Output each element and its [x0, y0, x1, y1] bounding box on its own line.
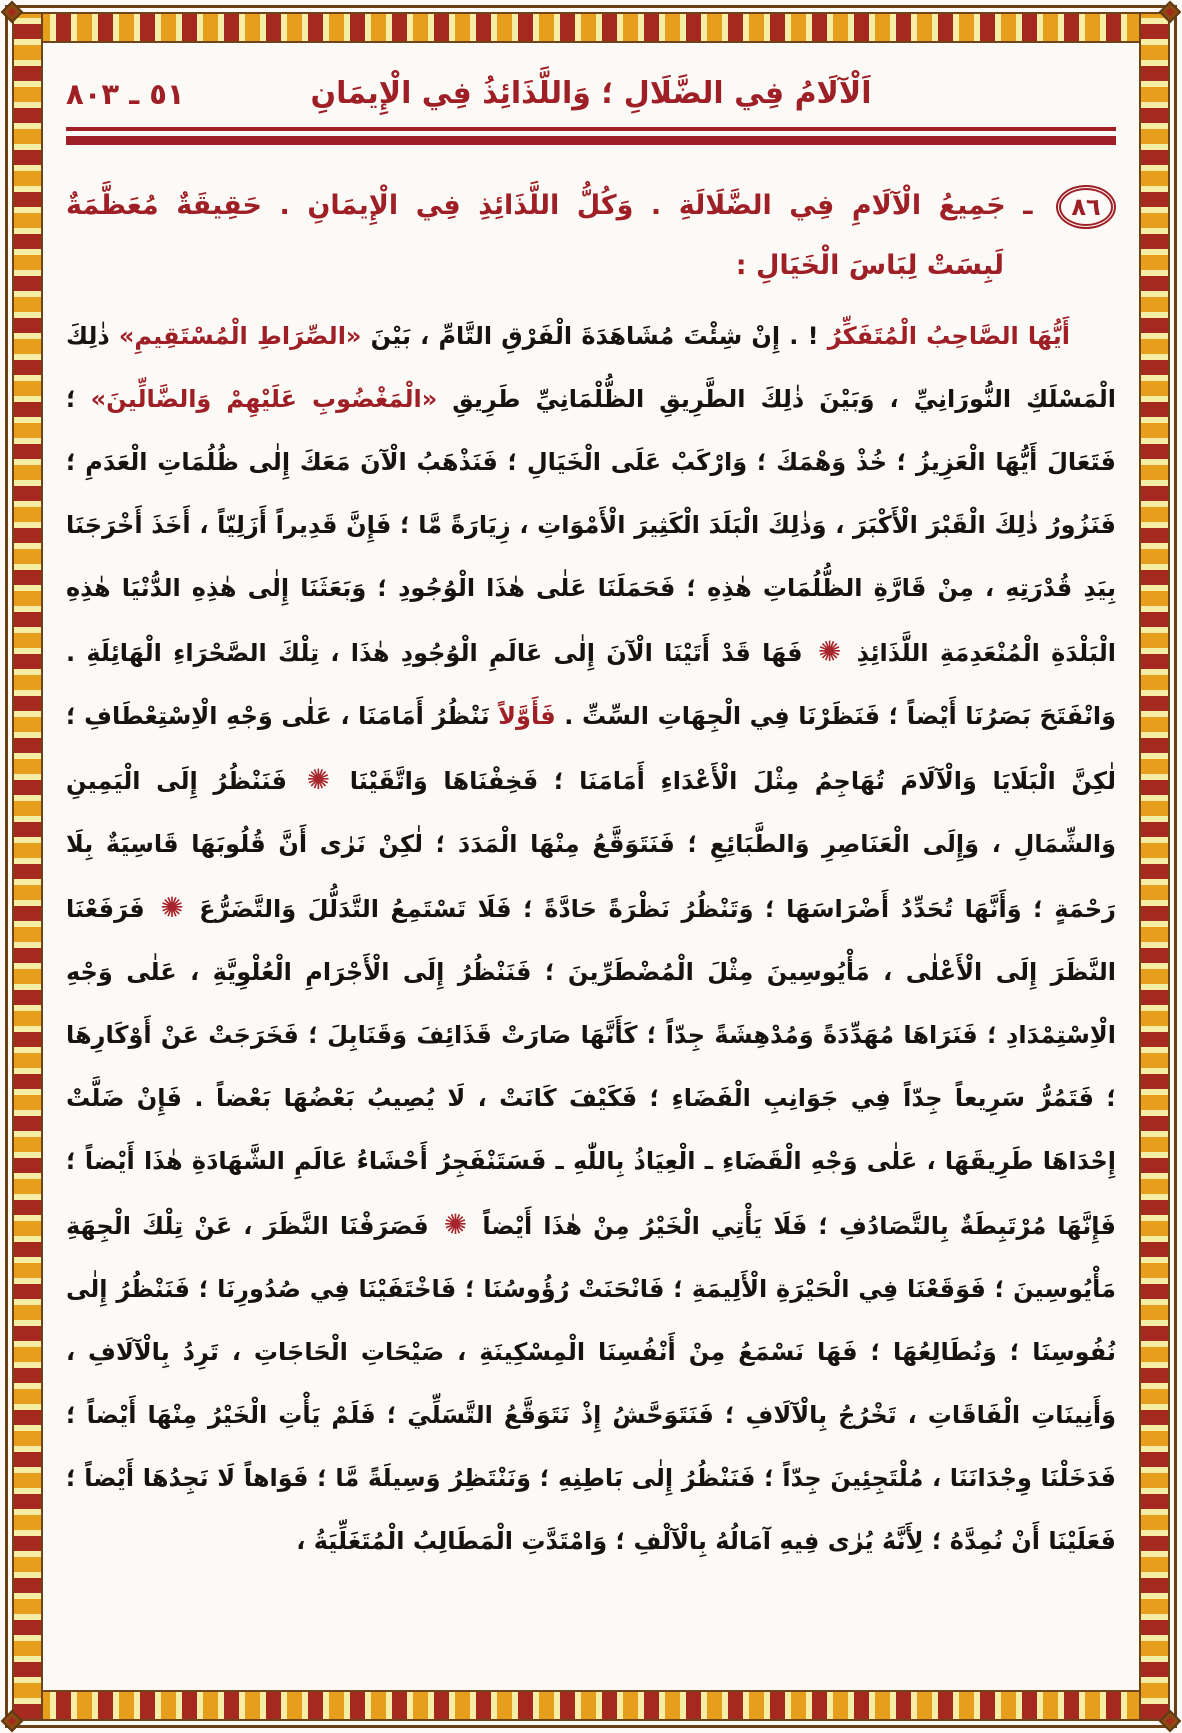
- text-segment: فَأَوَّلاً: [498, 702, 556, 730]
- text-segment: ؛ فَتَعَالَ أَيُّهَا الْعَزِيزُ ؛ خُذْ وَهْمَكَ ؛ وَارْكَبْ عَلَى الْخَيَالِ ؛ فَنَذْهَبُ الْآنَ مَعَكَ إِلٰى ظُلُمَاتِ الْعَدَمِ ؛ فَنَزُورُ ذٰلِكَ الْقَبْرَ الْأَكْبَرَ ، وَذٰلِكَ الْبَلَدَ الْكَثِيرَ الْأَمْوَاتِ ، زِيَارَةً مَّا ؛ فَإِنَّ قَدِيراً أَزَلِيّاً ، أَخَذَ أَخْرَجَنَا بِيَدِ قُدْرَتِهِ ، مِنْ قَارَّةِ الظُّلُمَاتِ هٰذِهِ ؛ فَحَمَلَنَا عَلٰى هٰذَا الْوُجُودِ ؛ وَبَعَثَنَا إِلٰى هٰذِهِ الدُّنْيَا هٰذِهِ الْبَلْدَةِ الْمُنْعَدِمَةِ اللَّذَائِذِ: [66, 385, 1116, 667]
- rosette-ornament-icon: ✺: [160, 891, 184, 924]
- page-content: [58, 50, 1124, 1681]
- text-segment: فَرَفَعْنَا النَّظَرَ إِلَى الْأَعْلٰى ، مَأْيُوسِينَ مِثْلَ الْمُضْطَرِّينَ ؛ فَنَنْظُرُ إِلَى الْأَجْرَامِ الْعُلْوِيَّةِ ، عَلٰى وَجْهِ الْاِسْتِمْدَادِ ؛ فَنَرَاهَا مُهَدِّدَةً وَمُدْهِشَةً جِدّاً ؛ كَأَنَّهَا صَارَتْ قَذَائِفَ وَقَنَابِلَ ؛ فَخَرَجَتْ عَنْ أَوْكَارِهَا ؛ فَتَمُرُّ سَرِيعاً جِدّاً فِي جَوَانِبِ الْفَضَاءِ ؛ فَكَيْفَ كَانَتْ ، لَا يُصِيبُ بَعْضُهَا بَعْضاً . فَإِنْ ضَلَّتْ إِحْدَاهَا طَرِيقَهَا ، عَلٰى وَجْهِ الْقَضَاءِ ـ الْعِيَاذُ بِاللّٰهِ ـ فَسَتَنْفَجِرُ أَحْشَاءُ عَالَمِ الشَّهَادَةِ هٰذَا أَيْضاً ؛ فَإِنَّهَا مُرْتَبِطَةٌ بِالتَّصَادُفِ ؛ فَلَا يَأْتِي الْخَيْرُ مِنْ هٰذَا أَيْضاً: [66, 895, 1116, 1240]
- text-segment: ذٰلِكَ الْمَسْلَكِ النُّورَانِيِّ ، وَبَيْنَ ذٰلِكَ الطَّرِيقِ الظُّلْمَانِيِّ طَرِيقِ: [66, 322, 1117, 413]
- section-heading-text: ـ جَمِيعُ الْآلَامِ فِي الضَّلَالَةِ . وَكُلُّ اللَّذَائِذِ فِي الْإِيمَانِ . حَقِيقَةٌ مُعَظَّمَةٌ: [66, 190, 1050, 221]
- section-heading-line-1: [66, 175, 1116, 237]
- body-paragraph: [66, 305, 1116, 1573]
- page-title: اَلْآلَامُ فِي الضَّلَالِ ؛ وَاللَّذَائِذُ فِي الْإِيمَانِ: [310, 76, 872, 111]
- text-segment: «الصِّرَاطِ الْمُسْتَقِيمِ»: [118, 322, 362, 350]
- text-segment: أَيُّهَا الصَّاحِبُ الْمُتَفَكِّرُ: [827, 322, 1070, 350]
- text-segment: ! . إِنْ شِئْتَ مُشَاهَدَةَ الْفَرْقِ التَّامِّ ، بَيْنَ: [361, 322, 828, 350]
- divider-thick-rule: [66, 136, 1116, 145]
- text-segment: «الْمَغْضُوبِ عَلَيْهِمْ وَالضَّالِّينَ»: [90, 385, 438, 413]
- page-header: [66, 76, 1116, 111]
- text-segment: نَنْظُرُ أَمَامَنَا ، عَلٰى وَجْهِ الْاِسْتِعْطَافِ ؛ لٰكِنَّ الْبَلَايَا وَالْآلَامَ تُهَاجِمُ مِثْلَ الْأَعْدَاءِ أَمَامَنَا ؛ فَخِفْنَاهَا وَاتَّقَيْنَا: [66, 702, 1116, 795]
- frame-band-top: [12, 12, 1170, 43]
- frame-band-right: [1139, 12, 1170, 1721]
- text-segment: فَنَنْظُرُ إِلَى الْيَمِينِ وَالشِّمَالِ ، وَإِلَى الْعَنَاصِرِ وَالطَّبَائِعِ ؛ فَنَتَوَقَّعُ مِنْهَا الْمَدَدَ ؛ لٰكِنْ نَرٰى أَنَّ قُلُوبَهَا قَاسِيَةٌ بِلَا رَحْمَةٍ ؛ وَأَنَّهَا تُحَدِّدُ أَضْرَاسَهَا ؛ وَتَنْظُرُ نَظْرَةً حَادَّةً ؛ فَلَا تَسْتَمِعُ التَّدَلُّلَ وَالتَّضَرُّعَ: [66, 767, 1116, 923]
- rosette-ornament-icon: ✺: [306, 763, 331, 796]
- text-segment: فَصَرَفْنَا النَّظَرَ ، عَنْ تِلْكَ الْجِهَةِ مَأْيُوسِينَ ؛ فَوَقَعْنَا فِي الْحَيْرَةِ الْأَلِيمَةِ ؛ فَانْحَنَتْ رُؤُوسُنَا ؛ فَاخْتَفَيْنَا فِي صُدُورِنَا ؛ فَنَنْظُرُ إِلٰى نُفُوسِنَا ؛ وَنُطَالِعُهَا ؛ فَهَا نَسْمَعُ مِنْ أَنْفُسِنَا الْمِسْكِينَةِ ، صَيْحَاتِ الْحَاجَاتِ ، تَرِدُ بِالْآلَافِ ، وَأَنِينَاتِ الْفَاقَاتِ ، تَخْرُجُ بِالْآلَافِ ؛ فَنَتَوَحَّشُ إِذْ نَتَوَقَّعُ التَّسَلِّيَ ؛ فَلَمْ يَأْتِ الْخَيْرُ مِنْهَا أَيْضاً ؛ فَدَخَلْنَا وِجْدَانَنَا ، مُلْتَجِئِينَ جِدّاً ؛ فَنَنْظُرُ إِلٰى بَاطِنِهِ ؛ وَنَنْتَظِرُ وَسِيلَةً مَّا ؛ فَوَاهاً لَا نَجِدُهَا أَيْضاً ؛ فَعَلَيْنَا أَنْ نُمِدَّهُ ؛ لِأَنَّهُ يُرٰى فِيهِ آمَالُهُ بِالْآلْفِ ؛ وَامْتَدَّتِ الْمَطَالِبُ الْمُتَغَلِّيَةُ ،: [66, 1212, 1116, 1555]
- frame-band-left: [12, 12, 43, 1721]
- rosette-ornament-icon: ✺: [443, 1208, 468, 1241]
- header-divider: [66, 127, 1116, 145]
- section-number-medallion: ٨٦: [1056, 185, 1116, 229]
- rosette-ornament-icon: ✺: [817, 635, 842, 668]
- frame-band-bottom: [12, 1690, 1170, 1721]
- text-segment: فَهَا قَدْ أَتَيْنَا الْآنَ إِلٰى عَالَمِ الْوُجُودِ هٰذَا ، تِلْكَ الصَّحْرَاءِ الْهَائِلَةِ . وَانْفَتَحَ بَصَرُنَا أَيْضاً ؛ فَنَظَرْنَا فِي الْجِهَاتِ السِّتِّ .: [66, 639, 1117, 730]
- page-number: ٥١ ـ ٨٠٣: [66, 77, 185, 111]
- section-heading-line-2: لَبِسَتْ لِبَاسَ الْخَيَالِ :: [735, 250, 1004, 281]
